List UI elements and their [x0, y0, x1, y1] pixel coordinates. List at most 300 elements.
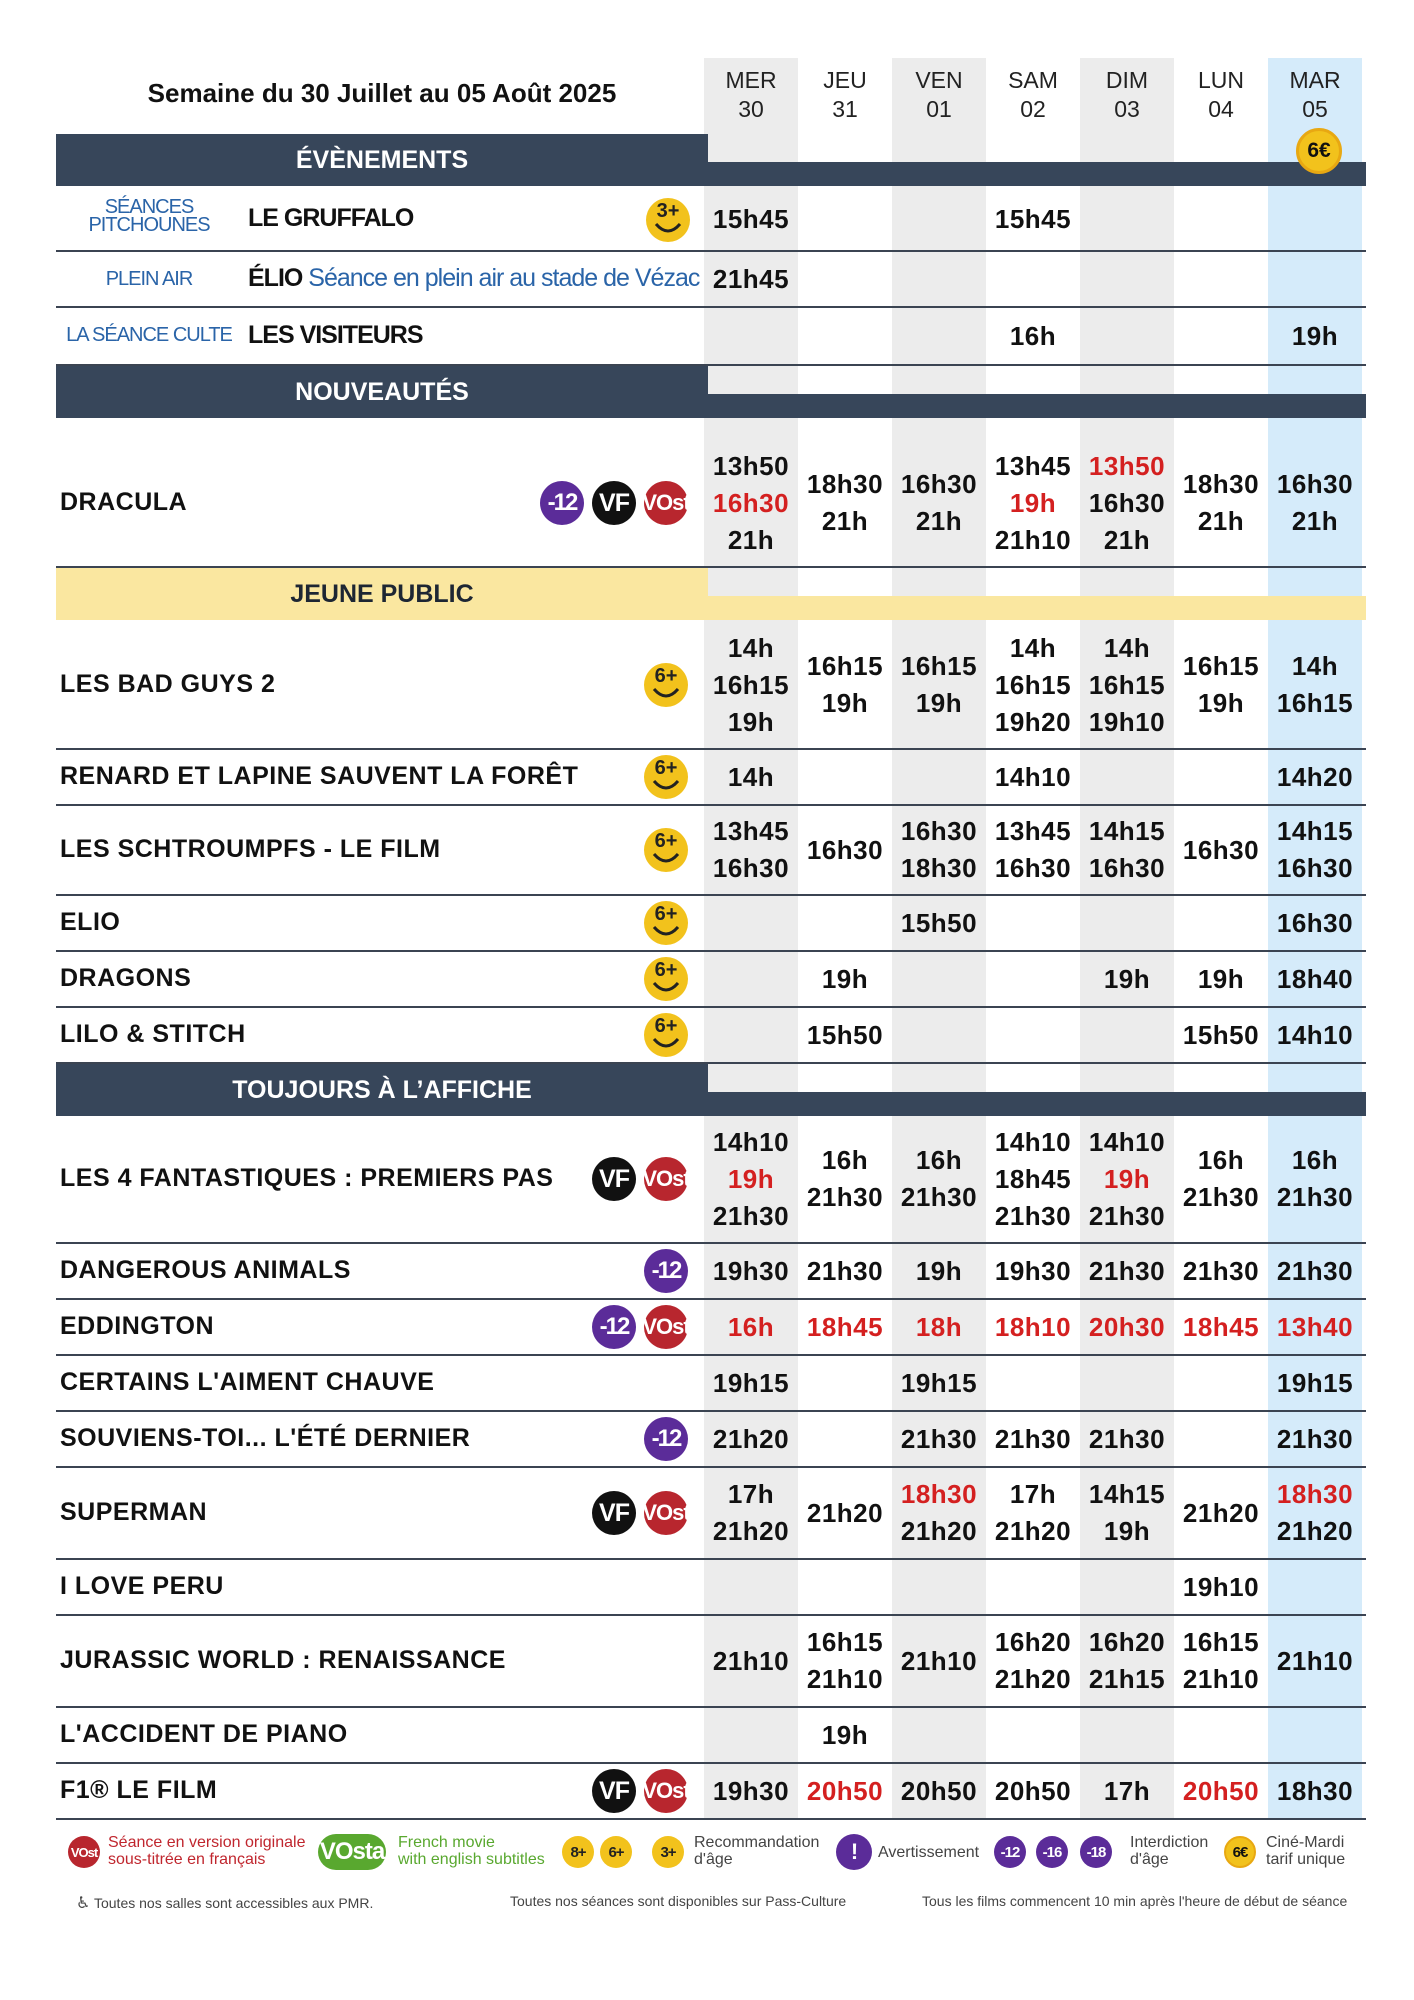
showtime-cell[interactable] [986, 201, 1080, 238]
showtime[interactable]: 18h40 [1276, 963, 1354, 994]
film-title[interactable]: CERTAINS L'AIMENT CHAUVE [60, 1368, 435, 1396]
showtime-cell[interactable] [986, 1253, 1080, 1290]
showtime-cell[interactable] [798, 1309, 892, 1346]
showtime[interactable]: 15h50 [1182, 1019, 1260, 1050]
showtime-cell[interactable] [1174, 961, 1268, 998]
showtime[interactable]: 20h50 [1182, 1775, 1260, 1806]
showtime[interactable]: 15h50 [806, 1019, 884, 1050]
showtime[interactable]: 14h [1291, 651, 1339, 681]
showtime-cell[interactable] [1080, 630, 1174, 741]
showtime-cell[interactable] [986, 1421, 1080, 1458]
showtime[interactable]: 16h30 [994, 853, 1072, 883]
showtime[interactable]: 21h10 [806, 1664, 884, 1694]
showtime[interactable]: 19h15 [712, 1367, 790, 1398]
showtime-cell[interactable] [1080, 961, 1174, 998]
film-title[interactable]: LILO & STITCH [60, 1020, 246, 1048]
day-column-bg [798, 58, 892, 1818]
showtime-cell[interactable] [986, 759, 1080, 796]
event-title[interactable]: LES VISITEURS [248, 321, 423, 349]
row-divider [56, 1354, 1366, 1356]
legend-ban-12-icon: -12 [994, 1836, 1026, 1868]
showtime-cell[interactable] [1268, 1253, 1362, 1290]
showtime[interactable]: 16h15 [994, 669, 1072, 700]
showtime[interactable]: 21h30 [1088, 1200, 1166, 1231]
film-title[interactable]: ELIO [60, 908, 121, 936]
showtime-cell[interactable] [1080, 1309, 1174, 1346]
row-divider [56, 1006, 1366, 1008]
showtime-cell[interactable] [986, 813, 1080, 887]
film-title[interactable]: SUPERMAN [60, 1498, 208, 1526]
vost-badge: VOst [644, 1305, 688, 1349]
showtime[interactable]: 20h50 [994, 1775, 1072, 1806]
showtime-cell[interactable] [1268, 1476, 1362, 1550]
showtime[interactable]: 21h10 [994, 524, 1072, 555]
showtime[interactable]: 21h [1197, 506, 1245, 536]
section-band [704, 162, 1366, 186]
showtime[interactable]: 14h10 [712, 1126, 790, 1157]
showtime[interactable]: 16h15 [1182, 1627, 1260, 1657]
showtime[interactable]: 13h40 [1276, 1311, 1354, 1342]
showtime-cell[interactable] [1080, 1421, 1174, 1458]
showtime[interactable]: 21h [821, 506, 869, 536]
showtime-cell[interactable] [1268, 961, 1362, 998]
section-header-young: JEUNE PUBLIC [56, 568, 708, 620]
showtime[interactable]: 19h [1103, 1516, 1151, 1546]
showtime[interactable]: 18h10 [994, 1311, 1072, 1342]
film-title[interactable]: LES BAD GUYS 2 [60, 670, 276, 698]
showtime[interactable]: 16h15 [900, 651, 978, 681]
film-title[interactable]: L'ACCIDENT DE PIANO [60, 1720, 348, 1748]
showtime[interactable]: 21h20 [712, 1516, 790, 1546]
showtime-cell[interactable] [798, 961, 892, 998]
showtime[interactable]: 14h [1009, 632, 1057, 663]
showtime-cell[interactable] [892, 1476, 986, 1550]
showtime-cell[interactable] [1174, 1624, 1268, 1698]
showtime[interactable]: 18h30 [806, 469, 884, 499]
day-number: 31 [832, 96, 858, 122]
showtime-cell[interactable] [798, 1142, 892, 1216]
showtime-cell[interactable] [1080, 1773, 1174, 1810]
showtime[interactable]: 18h30 [1276, 1479, 1354, 1509]
row-divider [56, 1466, 1366, 1468]
legend-vost-text: Séance en version originale sous-titrée en français [108, 1834, 306, 1868]
showtime-cell[interactable] [986, 1476, 1080, 1550]
showtime[interactable]: 18h30 [900, 853, 978, 883]
row-divider [56, 804, 1366, 806]
showtime-cell[interactable] [986, 1309, 1080, 1346]
showtime-cell[interactable] [1268, 1017, 1362, 1054]
showtime[interactable]: 14h15 [1276, 816, 1354, 846]
showtime-cell[interactable] [704, 448, 798, 559]
smiley-age-icon: 6+ [644, 901, 688, 945]
showtime-cell[interactable] [892, 1365, 986, 1402]
day-header [986, 66, 1080, 124]
showtime-cell[interactable] [1174, 1569, 1268, 1606]
film-title[interactable]: F1® LE FILM [60, 1776, 218, 1804]
showtime-cell[interactable] [892, 466, 986, 540]
showtime-cell[interactable] [1174, 1495, 1268, 1532]
showtime[interactable]: 18h [915, 1311, 963, 1342]
day-name: SAM [1008, 67, 1058, 93]
showtime-cell[interactable] [892, 1421, 986, 1458]
showtime-cell[interactable] [704, 1773, 798, 1810]
showtime-cell[interactable] [798, 1773, 892, 1810]
showtime[interactable]: 13h50 [1088, 450, 1166, 481]
showtime-cell[interactable] [798, 1017, 892, 1054]
showtime[interactable]: 19h15 [1276, 1367, 1354, 1398]
showtime-cell[interactable] [1268, 1773, 1362, 1810]
showtime-cell[interactable] [1174, 1773, 1268, 1810]
showtime[interactable]: 16h [1291, 1145, 1339, 1175]
event-title[interactable]: LE GRUFFALO [248, 204, 414, 232]
showtime[interactable]: 18h45 [994, 1163, 1072, 1194]
showtime[interactable]: 21h30 [1182, 1182, 1260, 1212]
event-title[interactable]: ÉLIO Séance en plein air au stade de Vézac [248, 264, 700, 292]
film-title[interactable]: LES SCHTROUMPFS - LE FILM [60, 835, 441, 863]
showtime[interactable]: 14h10 [994, 761, 1072, 792]
showtime[interactable]: 18h45 [806, 1311, 884, 1342]
vost-badge: VOst [644, 1491, 688, 1535]
showtime-cell[interactable] [704, 1421, 798, 1458]
legend-ban-18-icon: -18 [1080, 1836, 1112, 1868]
showtime[interactable]: 21h20 [1182, 1497, 1260, 1528]
showtime[interactable]: 13h45 [994, 450, 1072, 481]
showtime-cell[interactable] [892, 1643, 986, 1680]
showtime-cell[interactable] [1268, 759, 1362, 796]
showtime[interactable]: 21h30 [1276, 1255, 1354, 1286]
showtime[interactable]: 16h [727, 1311, 775, 1342]
showtime[interactable]: 19h30 [994, 1255, 1072, 1286]
showtime[interactable]: 21h30 [1088, 1255, 1166, 1286]
showtime-cell[interactable] [1174, 648, 1268, 722]
week-title: Semaine du 30 Juillet au 05 Août 2025 [147, 78, 617, 108]
showtime[interactable]: 13h50 [712, 450, 790, 481]
showtime[interactable]: 16h15 [1088, 669, 1166, 700]
showtime-cell[interactable] [1268, 318, 1362, 355]
showtime[interactable]: 21h20 [900, 1516, 978, 1546]
showtime[interactable]: 19h [1197, 963, 1245, 994]
film-title[interactable]: JURASSIC WORLD : RENAISSANCE [60, 1646, 506, 1674]
showtime-cell[interactable] [704, 1476, 798, 1550]
showtime[interactable]: 18h30 [1276, 1775, 1354, 1806]
showtime-cell[interactable] [986, 448, 1080, 559]
showtime[interactable]: 21h30 [1276, 1423, 1354, 1454]
row-divider [56, 1614, 1366, 1616]
showtime-cell[interactable] [704, 1643, 798, 1680]
vost-badge: VOst [644, 1157, 688, 1201]
film-title[interactable]: DRAGONS [60, 964, 192, 992]
showtime[interactable]: 21h15 [1088, 1664, 1166, 1694]
showtime[interactable]: 14h15 [1088, 1479, 1166, 1509]
showtime[interactable]: 15h45 [712, 203, 790, 234]
legend-warn-text: Avertissement [878, 1844, 980, 1861]
day-name: DIM [1105, 67, 1149, 93]
showtime-cell[interactable] [892, 1142, 986, 1216]
showtime[interactable]: 16h30 [900, 469, 978, 499]
showtime[interactable]: 14h [727, 632, 775, 663]
showtime-cell[interactable] [1174, 832, 1268, 869]
showtime[interactable]: 21h [727, 524, 775, 555]
showtime-cell[interactable] [798, 1495, 892, 1532]
film-title[interactable]: DANGEROUS ANIMALS [60, 1256, 351, 1284]
film-title[interactable]: I LOVE PERU [60, 1572, 224, 1600]
smiley-age-icon: 6+ [644, 957, 688, 1001]
row-divider [56, 1818, 1366, 1820]
showtime-cell[interactable] [986, 1624, 1080, 1698]
showtime-cell[interactable] [1080, 1476, 1174, 1550]
showtime-cell[interactable] [798, 466, 892, 540]
showtime[interactable]: 21h30 [1182, 1255, 1260, 1286]
day-header [1174, 66, 1268, 124]
showtime-cell[interactable] [1268, 1421, 1362, 1458]
showtime[interactable]: 14h [727, 761, 775, 792]
showtime[interactable]: 16h [821, 1145, 869, 1175]
showtime[interactable]: 16h [915, 1145, 963, 1175]
section-header-new: NOUVEAUTÉS [56, 366, 708, 418]
day-name: MAR [1289, 67, 1341, 93]
showtime[interactable]: 16h [1009, 320, 1057, 351]
day-header [1080, 66, 1174, 124]
smiley-age-icon: 6+ [644, 663, 688, 707]
showtime[interactable]: 21h20 [994, 1516, 1072, 1546]
showtime[interactable]: 16h15 [806, 1627, 884, 1657]
showtime-cell[interactable] [798, 1253, 892, 1290]
showtime[interactable]: 21h30 [994, 1200, 1072, 1231]
showtime[interactable]: 19h15 [900, 1367, 978, 1398]
showtime-cell[interactable] [892, 1773, 986, 1810]
film-title[interactable]: DRACULA [60, 488, 188, 516]
showtime[interactable]: 16h30 [1182, 834, 1260, 865]
showtime-cell[interactable] [1080, 1624, 1174, 1698]
showtime-cell[interactable] [704, 261, 798, 298]
smiley-age-icon: 6+ [644, 755, 688, 799]
showtime[interactable]: 19h [915, 688, 963, 718]
showtime[interactable]: 14h20 [1276, 761, 1354, 792]
day-header [892, 66, 986, 124]
showtime[interactable]: 21h30 [1276, 1182, 1354, 1212]
showtime-cell[interactable] [704, 630, 798, 741]
showtime-cell[interactable] [1268, 1643, 1362, 1680]
day-name: LUN [1197, 67, 1244, 93]
showtime[interactable]: 19h10 [1182, 1571, 1260, 1602]
event-category: PLEIN AIR [105, 268, 193, 290]
day-number: 30 [738, 96, 764, 122]
showtime[interactable]: 18h45 [1182, 1311, 1260, 1342]
showtime-cell[interactable] [1268, 1142, 1362, 1216]
showtime[interactable]: 16h30 [900, 816, 978, 846]
showtime[interactable]: 18h30 [1182, 469, 1260, 499]
showtime-cell[interactable] [986, 630, 1080, 741]
showtime[interactable]: 14h [1103, 632, 1151, 663]
showtime-cell[interactable] [798, 832, 892, 869]
row-divider [56, 250, 1366, 252]
showtime[interactable]: 14h15 [1088, 816, 1166, 846]
showtime[interactable]: 21h10 [1182, 1664, 1260, 1694]
showtime[interactable]: 19h [727, 706, 775, 737]
showtime[interactable]: 16h30 [1276, 853, 1354, 883]
showtime-cell[interactable] [798, 648, 892, 722]
showtime-cell[interactable] [1268, 648, 1362, 722]
row-divider [56, 1410, 1366, 1412]
showtime[interactable]: 19h [1291, 320, 1339, 351]
vost-badge: VOst [644, 1769, 688, 1813]
showtime[interactable]: 21h10 [900, 1645, 978, 1676]
row-divider [56, 894, 1366, 896]
showtime[interactable]: 19h20 [994, 706, 1072, 737]
showtime[interactable]: 19h [821, 688, 869, 718]
showtime-cell[interactable] [704, 1124, 798, 1235]
showtime[interactable]: 16h15 [806, 651, 884, 681]
showtime-cell[interactable] [1268, 813, 1362, 887]
showtime[interactable]: 21h30 [900, 1182, 978, 1212]
showtime-cell[interactable] [704, 1365, 798, 1402]
row-divider [56, 1298, 1366, 1300]
showtime[interactable]: 20h30 [1088, 1311, 1166, 1342]
showtime[interactable]: 21h30 [1088, 1423, 1166, 1454]
age-ban-badge: -12 [644, 1417, 688, 1461]
section-band [704, 1092, 1366, 1116]
showtime[interactable]: 16h20 [1088, 1627, 1166, 1657]
day-number: 03 [1114, 96, 1140, 122]
showtime-cell[interactable] [1268, 1365, 1362, 1402]
showtime[interactable]: 16h20 [994, 1627, 1072, 1657]
film-title[interactable]: RENARD ET LAPINE SAUVENT LA FORÊT [60, 762, 579, 790]
showtime[interactable]: 16h15 [712, 669, 790, 700]
showtime[interactable]: 21h30 [806, 1255, 884, 1286]
legend-ban-text: Interdiction d'âge [1130, 1834, 1209, 1868]
showtime[interactable]: 21h30 [900, 1423, 978, 1454]
showtime[interactable]: 19h30 [712, 1255, 790, 1286]
showtime-cell[interactable] [798, 1624, 892, 1698]
showtime[interactable]: 14h10 [1088, 1126, 1166, 1157]
showtime[interactable]: 18h30 [900, 1479, 978, 1509]
showtime[interactable]: 19h [1197, 688, 1245, 718]
showtime[interactable]: 21h30 [806, 1182, 884, 1212]
showtime[interactable]: 16h30 [1276, 469, 1354, 499]
showtime[interactable]: 15h50 [900, 907, 978, 938]
showtime[interactable]: 19h [1103, 963, 1151, 994]
showtime-cell[interactable] [798, 1717, 892, 1754]
showtime-cell[interactable] [1268, 466, 1362, 540]
showtime[interactable]: 13h45 [712, 816, 790, 846]
showtime-cell[interactable] [986, 1773, 1080, 1810]
showtime-cell[interactable] [1174, 1309, 1268, 1346]
day-header [1268, 66, 1362, 124]
showtime[interactable]: 21h20 [806, 1497, 884, 1528]
day-number: 04 [1208, 96, 1234, 122]
showtime-cell[interactable] [1080, 1124, 1174, 1235]
showtime-cell[interactable] [986, 318, 1080, 355]
showtime[interactable]: 19h [727, 1163, 775, 1194]
showtime[interactable]: 16h30 [712, 487, 790, 518]
film-title[interactable]: EDDINGTON [60, 1312, 215, 1340]
showtime[interactable]: 16h30 [712, 853, 790, 883]
showtime[interactable]: 17h [727, 1479, 775, 1509]
showtime[interactable]: 14h10 [994, 1126, 1072, 1157]
day-name: VEN [915, 67, 963, 93]
showtime[interactable]: 21h20 [994, 1664, 1072, 1694]
showtime[interactable]: 21h [915, 506, 963, 536]
showtime[interactable]: 21h20 [1276, 1516, 1354, 1546]
showtime-cell[interactable] [1174, 1253, 1268, 1290]
showtime-cell[interactable] [1174, 1017, 1268, 1054]
showtime-cell[interactable] [892, 813, 986, 887]
warning-icon: ! [836, 1834, 872, 1870]
film-title[interactable]: SOUVIENS-TOI... L'ÉTÉ DERNIER [60, 1424, 471, 1452]
showtime[interactable]: 17h [1009, 1479, 1057, 1509]
footer-pmr: ♿ Toutes nos salles sont accessibles aux PMR. [76, 1895, 374, 1912]
showtime[interactable]: 17h [1103, 1775, 1151, 1806]
showtime[interactable]: 16h15 [1276, 688, 1354, 718]
showtime-cell[interactable] [892, 648, 986, 722]
showtime-cell[interactable] [704, 1253, 798, 1290]
showtime-cell[interactable] [1174, 466, 1268, 540]
showtime-cell[interactable] [892, 1309, 986, 1346]
showtime-cell[interactable] [986, 1124, 1080, 1235]
showtime[interactable]: 16h30 [1088, 487, 1166, 518]
showtime-cell[interactable] [704, 759, 798, 796]
smiley-age-icon: 6+ [644, 1013, 688, 1057]
showtime[interactable]: 19h [915, 1255, 963, 1286]
showtime-cell[interactable] [1268, 1309, 1362, 1346]
legend-price-icon: 6€ [1224, 1836, 1256, 1868]
row-divider [56, 1558, 1366, 1560]
film-title[interactable]: LES 4 FANTASTIQUES : PREMIERS PAS [60, 1164, 554, 1192]
showtime[interactable]: 21h10 [712, 1645, 790, 1676]
showtime[interactable]: 16h30 [1088, 853, 1166, 883]
showtime-cell[interactable] [1080, 1253, 1174, 1290]
showtime[interactable]: 14h10 [1276, 1019, 1354, 1050]
showtime-cell[interactable] [1174, 1142, 1268, 1216]
row-divider [56, 950, 1366, 952]
showtime[interactable]: 19h [1009, 487, 1057, 518]
legend-age-3-icon: 3+ [652, 1836, 684, 1868]
showtime-cell[interactable] [1080, 813, 1174, 887]
showtime[interactable]: 20h50 [806, 1775, 884, 1806]
showtime[interactable]: 19h [821, 1719, 869, 1750]
showtime[interactable]: 21h30 [994, 1423, 1072, 1454]
showtime[interactable]: 16h [1197, 1145, 1245, 1175]
event-category: LA SÉANCE CULTE [66, 324, 232, 346]
showtime[interactable]: 21h [1291, 506, 1339, 536]
showtime[interactable]: 21h30 [712, 1200, 790, 1231]
showtime[interactable]: 19h [821, 963, 869, 994]
showtime[interactable]: 19h10 [1088, 706, 1166, 737]
showtime[interactable]: 16h30 [1276, 907, 1354, 938]
age-ban-badge: -12 [540, 481, 584, 525]
showtime[interactable]: 21h20 [712, 1423, 790, 1454]
showtime[interactable]: 21h45 [712, 263, 790, 294]
showtime-cell[interactable] [1268, 905, 1362, 942]
showtime-cell[interactable] [1080, 448, 1174, 559]
showtime-cell[interactable] [892, 905, 986, 942]
smiley-age-icon: 3+ [646, 198, 690, 242]
showtime-cell[interactable] [704, 1309, 798, 1346]
showtime[interactable]: 16h15 [1182, 651, 1260, 681]
footer-start: Tous les films commencent 10 min après l'heure de début de séance [922, 1893, 1348, 1909]
showtime[interactable]: 21h10 [1276, 1645, 1354, 1676]
showtime-cell[interactable] [892, 1253, 986, 1290]
showtime[interactable]: 21h [1103, 524, 1151, 555]
showtime[interactable]: 19h [1103, 1163, 1151, 1194]
showtime-cell[interactable] [704, 201, 798, 238]
showtime-cell[interactable] [704, 813, 798, 887]
showtime[interactable]: 13h45 [994, 816, 1072, 846]
showtime[interactable]: 16h30 [806, 834, 884, 865]
showtime[interactable]: 15h45 [994, 203, 1072, 234]
showtime[interactable]: 19h30 [712, 1775, 790, 1806]
showtime[interactable]: 20h50 [900, 1775, 978, 1806]
